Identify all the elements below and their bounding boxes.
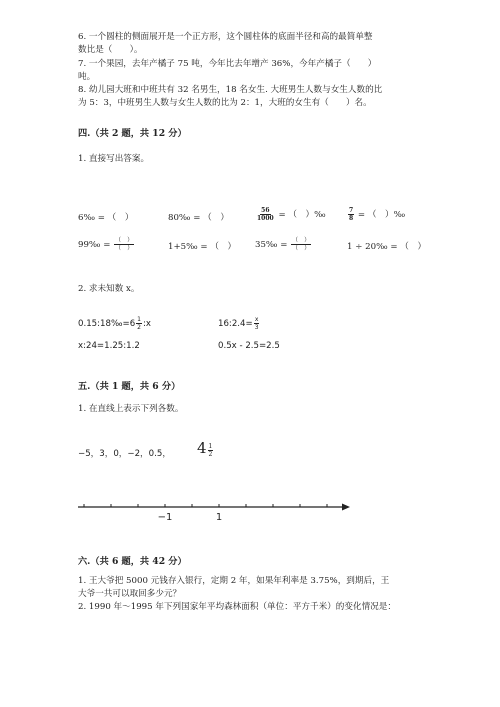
calc-1-plus-5-per-mille: 1+5‰ = （ ） bbox=[168, 242, 237, 252]
section-5-q1-title: 1. 在直线上表示下列各数。 bbox=[78, 404, 184, 414]
equation-1 bbox=[78, 316, 151, 331]
equation-3: x:24=1.25:1.2 bbox=[78, 341, 140, 351]
equation-1-right: :x bbox=[143, 319, 151, 329]
numbers-to-plot: −5，3，0，−2，0.5， bbox=[78, 449, 171, 459]
calc-1-div-20-per-mille: 1 ÷ 20‰ = （ ） bbox=[347, 242, 427, 252]
answer-blank-denominator: （ ） bbox=[292, 245, 311, 252]
equation-2 bbox=[218, 316, 261, 331]
question-7-line2: 吨。 bbox=[78, 72, 96, 82]
section-6-q1-line1: 1. 王大爷把 5000 元钱存入银行，定期 2 年，如果年利率是 3.75%，到期后，王 bbox=[78, 576, 390, 586]
mixed-number bbox=[197, 439, 214, 458]
fraction-numerator: 56 bbox=[261, 207, 270, 214]
equation-4: 0.5x - 2.5=2.5 bbox=[218, 341, 280, 351]
fraction-denominator: 3 bbox=[254, 324, 259, 331]
answer-blank-numerator: （ ） bbox=[292, 237, 311, 244]
answer-blank-numerator: （ ） bbox=[115, 237, 134, 244]
tick-label-1: 1 bbox=[215, 512, 223, 523]
section-5-heading: 五.（共 1 题，共 6 分） bbox=[78, 381, 181, 392]
calc-99-per-mille bbox=[78, 237, 135, 252]
section-6-q1-line2: 大爷一共可以取回多少元？ bbox=[78, 589, 182, 599]
fraction-denominator: 2 bbox=[208, 451, 213, 458]
question-8-line1: 8. 幼儿园大班和中班共有 32 名男生，18 名女生. 大班男生人数与女生人数的比 bbox=[78, 85, 383, 95]
tick-label-neg1: −1 bbox=[157, 512, 173, 523]
fraction-numerator: x bbox=[254, 316, 259, 323]
question-7-line1: 7. 一个果园，去年产橘子 75 吨，今年比去年增产 36%，今年产橘子（ ） bbox=[78, 59, 377, 69]
section-6-q2-line1: 2. 1990 年～1995 年下列国家年平均森林面积（单位：平方千米）的变化情况是： bbox=[78, 602, 396, 612]
fraction-denominator: 8 bbox=[349, 215, 354, 222]
calc-80-per-mille: 80‰ = （ ） bbox=[168, 213, 229, 223]
question-6-line1: 6. 一个圆柱的侧面展开是一个正方形，这个圆柱体的底面半径和高的最简单整 bbox=[78, 32, 373, 42]
calc-rest: = （ ）‰ bbox=[357, 210, 406, 220]
fraction-denominator: 2 bbox=[137, 324, 141, 331]
fraction-denominator: 1000 bbox=[257, 215, 274, 222]
section-6-heading: 六.（共 6 题，共 42 分） bbox=[78, 556, 187, 567]
question-8-line2: 为 5：3，中班男生人数与女生人数的比为 2：1，大班的女生有（ ）名。 bbox=[78, 98, 372, 108]
calc-6-per-mille: 6‰ = （ ） bbox=[78, 213, 134, 223]
fraction-numerator: 7 bbox=[349, 207, 354, 214]
section-4-q2-title: 2. 求未知数 x。 bbox=[78, 284, 140, 294]
number-line bbox=[70, 495, 360, 527]
answer-blank-denominator: （ ） bbox=[115, 245, 134, 252]
number-line-arrow-icon bbox=[342, 504, 350, 511]
equation-2-left: 16:2.4= bbox=[218, 319, 253, 329]
calc-35-per-mille bbox=[255, 237, 312, 252]
question-6-line2: 数比是（ ）。 bbox=[78, 45, 143, 55]
section-4-heading: 四.（共 2 题，共 12 分） bbox=[78, 128, 187, 139]
fraction-numerator: 1 bbox=[137, 316, 141, 323]
fraction-numerator: 1 bbox=[208, 443, 213, 450]
section-4-q1-title: 1. 直接写出答案。 bbox=[78, 154, 150, 164]
calc-fraction-7-8 bbox=[347, 207, 405, 222]
calc-rest: = （ ）‰ bbox=[278, 210, 326, 220]
calc-fraction-56-1000 bbox=[255, 207, 326, 222]
calc-prefix: 99‰ = bbox=[78, 240, 111, 250]
calc-prefix: 35‰ = bbox=[255, 240, 288, 250]
equation-1-left: 0.15:18‰=6 bbox=[78, 319, 136, 329]
mixed-number-whole: 4 bbox=[197, 439, 207, 457]
